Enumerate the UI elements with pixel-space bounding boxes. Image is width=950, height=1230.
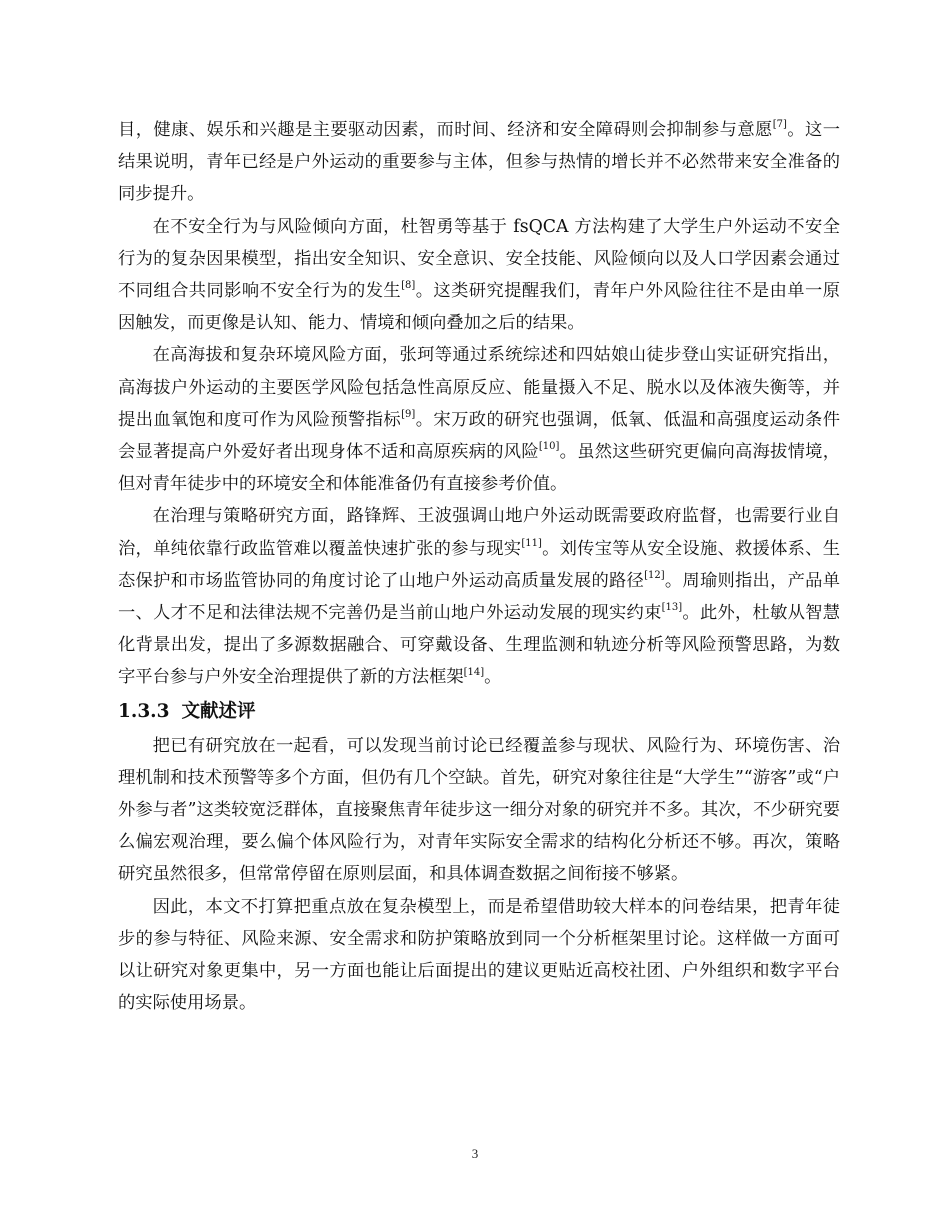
paragraph-text: 。宋万政的研究也强调，低氧、低温和高强度运动条件会显著提高户外爱好者出现身体不适和高原疾病的风险 [118, 409, 840, 463]
paragraph-text: 。这一结果说明，青年已经是户外运动的重要参与主体，但参与热情的增长并不必然带来安全准备的同步提升。 [118, 120, 840, 205]
citation-ref: [8] [401, 280, 416, 292]
paragraph-text: 。虽然这些研究更偏向高海拔情境，但对青年徒步中的环境安全和体能准备仍有直接参考价值。 [118, 442, 840, 495]
body-paragraph [118, 339, 840, 500]
citation-ref: [9] [401, 409, 416, 421]
paragraph-text: 把已有研究放在一起看，可以发现当前讨论已经覆盖参与现状、风险行为、环境伤害、治理机制和技术预警等多个方面，但仍有几个空缺。首先，研究对象往往是“大学生”“游客”或“户外参与者”这类较宽泛群体，直接聚焦青年徒步这一细分对象的研究并不多。其次，不少研究要么偏宏观治理，要么偏个体风险行为，对青年实际安全需求的结构化分析还不够。再次，策略研究虽然很多，但常常停留在原则层面，和具体调查数据之间衔接不够紧。 [118, 735, 840, 885]
citation-ref: [10] [538, 441, 560, 453]
citation-ref: [14] [463, 666, 485, 678]
citation-ref: [11] [521, 537, 542, 549]
page-number: 3 [471, 1146, 479, 1161]
page-body [118, 114, 840, 1019]
body-paragraph [118, 730, 840, 891]
body-paragraph [118, 211, 840, 340]
body-paragraph [118, 891, 840, 1020]
citation-ref: [7] [772, 119, 787, 131]
section-heading [118, 696, 840, 728]
paragraph-text: 。周瑜则指出，产品单一、人才不足和法律法规不完善仍是当前山地户外运动发展的现实约束 [118, 570, 840, 624]
body-paragraph [118, 500, 840, 693]
section-number: 1.3.3 [118, 700, 170, 722]
section-title: 文献述评 [181, 700, 256, 722]
paragraph-text: 在治理与策略研究方面，路锋辉、王波强调山地户外运动既需要政府监督，也需要行业自治，单纯依靠行政监管难以覆盖快速扩张的参与现实 [118, 506, 840, 559]
paragraph-text: 。这类研究提醒我们，青年户外风险往往不是由单一原因触发，而更像是认知、能力、情境和倾向叠加之后的结果。 [118, 281, 840, 334]
paragraph-text: 。刘传宝等从安全设施、救援体系、生态保护和市场监管协同的角度讨论了山地户外运动高质量发展的路径 [118, 538, 840, 591]
citation-ref: [13] [661, 602, 683, 614]
paragraph-text: 。此外，杜敏从智慧化背景出发，提出了多源数据融合、可穿戴设备、生理监测和轨迹分析等风险预警思路，为数字平台参与户外安全治理提供了新的方法框架 [118, 603, 840, 688]
paragraphs-before-heading [118, 114, 840, 694]
citation-ref: [12] [644, 570, 665, 582]
paragraphs-after-heading [118, 730, 840, 1020]
paragraph-text: 在高海拔和复杂环境风险方面，张珂等通过系统综述和四姑娘山徒步登山实证研究指出，高海拔户外运动的主要医学风险包括急性高原反应、能量摄入不足、脱水以及体液失衡等，并提出血氧饱和度可作为风险预警指标 [118, 345, 840, 430]
paragraph-text: 。 [484, 667, 502, 688]
body-paragraph [118, 114, 840, 211]
paragraph-text: 在不安全行为与风险倾向方面，杜智勇等基于 fsQCA 方法构建了大学生户外运动不安全行为的复杂因果模型，指出安全知识、安全意识、安全技能、风险倾向以及人口学因素会通过不同组合共同影响不安全行为的发生 [118, 216, 840, 302]
paragraph-text: 目，健康、娱乐和兴趣是主要驱动因素，而时间、经济和安全障碍则会抑制参与意愿 [118, 120, 773, 140]
paragraph-text: 因此，本文不打算把重点放在复杂模型上，而是希望借助较大样本的问卷结果，把青年徒步的参与特征、风险来源、安全需求和防护策略放到同一个分析框架里讨论。这样做一方面可以让研究对象更集中，另一方面也能让后面提出的建议更贴近高校社团、户外组织和数字平台的实际使用场景。 [118, 896, 840, 1014]
